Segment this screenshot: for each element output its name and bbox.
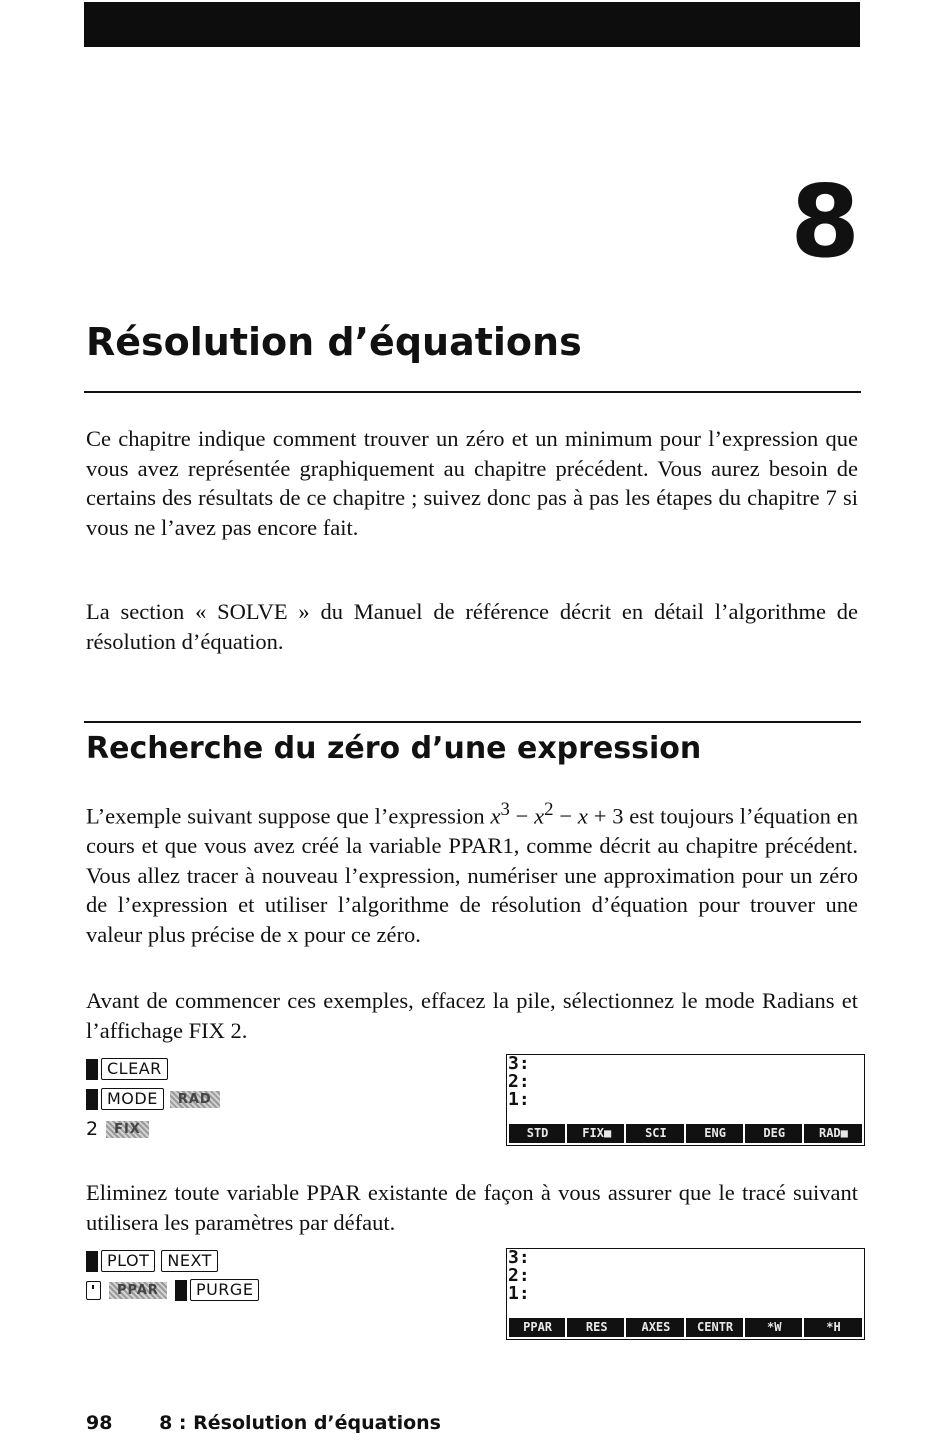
stack-level: 2: (508, 1265, 530, 1286)
keystroke-row (86, 1279, 265, 1301)
stack-level: 2: (508, 1071, 530, 1092)
quote-key-icon[interactable] (86, 1281, 101, 1300)
menu-deg[interactable]: DEG (747, 1124, 804, 1143)
shift-key-icon (86, 1251, 98, 1272)
stack-level: 1: (508, 1283, 530, 1304)
menu-zoom-h[interactable]: *H (806, 1318, 861, 1337)
expression-x: x (490, 803, 501, 829)
section-paragraph-1: L’exemple suivant suppose que l’expression $x^3 - x^2 - x + 3$ est toujours l’équation en cours et que vous avez créé la variable PPAR1, comme décrit au chapitre précédent. Vous allez tracer à nouveau l’expression, numériser une approximation pour un zéro de l’expression et utiliser l’algorithme de résolution d’équation pour trouver une valeur plus précise de x pour ce zéro. (86, 799, 858, 947)
section-paragraph-2: Avant de commencer ces exemples, effacez la pile, sélectionnez le mode Radians et l’affichage FIX 2. (86, 988, 858, 1043)
fix-softkey[interactable]: FIX (106, 1121, 149, 1138)
keystroke-row (86, 1058, 174, 1080)
keystroke-row (86, 1250, 224, 1272)
menu-fix[interactable]: FIX■ (569, 1124, 626, 1143)
digit-key[interactable]: 2 (86, 1118, 99, 1140)
mode-key[interactable]: MODE (101, 1088, 164, 1110)
menu-eng[interactable]: ENG (688, 1124, 745, 1143)
menu-bar (509, 1124, 862, 1143)
menu-std[interactable]: STD (510, 1124, 567, 1143)
section-title: Recherche du zéro d’une expression (86, 731, 702, 766)
ppar-softkey[interactable]: PPAR (109, 1282, 167, 1299)
title-rule (84, 391, 861, 393)
next-key[interactable]: NEXT (161, 1250, 218, 1272)
calculator-screen-2 (506, 1248, 865, 1340)
menu-ppar[interactable]: PPAR (510, 1318, 567, 1337)
page-number: 98 (86, 1412, 113, 1434)
menu-zoom-w[interactable]: *W (747, 1318, 804, 1337)
intro-paragraph-1: Ce chapitre indique comment trouver un zéro et un minimum pour l’expression que vous avez représentée graphiquement au chapitre précédent. Vous aurez besoin de certains des résultats de ce chapitre ; suivez donc pas à pas les étapes du chapitre 7 si vous ne l’avez pas encore fait. (86, 426, 858, 540)
shift-key-icon (175, 1280, 187, 1301)
plot-key[interactable]: PLOT (101, 1250, 155, 1272)
shift-key-icon (86, 1089, 98, 1110)
stack-display (508, 1055, 530, 1109)
stack-level: 3: (508, 1053, 530, 1074)
menu-sci[interactable]: SCI (628, 1124, 685, 1143)
stack-level: 1: (508, 1089, 530, 1110)
calculator-screen-1 (506, 1054, 865, 1146)
keystroke-row (86, 1118, 157, 1140)
intro-paragraph-2: La section « SOLVE » du Manuel de référence décrit en détail l’algorithme de résolution d’équation. (86, 599, 858, 654)
section-paragraph-3: Eliminez toute variable PPAR existante de façon à vous assurer que le tracé suivant utilisera les paramètres par défaut. (86, 1180, 858, 1235)
chapter-header-bar (84, 2, 860, 47)
chapter-title: Résolution d’équations (86, 320, 582, 364)
stack-display (508, 1249, 530, 1303)
menu-rad[interactable]: RAD■ (806, 1124, 861, 1143)
rad-softkey[interactable]: RAD (170, 1091, 220, 1108)
clear-key[interactable]: CLEAR (101, 1058, 168, 1080)
stack-level: 3: (508, 1247, 530, 1268)
menu-bar (509, 1318, 862, 1337)
shift-key-icon (86, 1059, 98, 1080)
menu-centr[interactable]: CENTR (688, 1318, 745, 1337)
keystroke-row (86, 1088, 228, 1110)
footer-chapter-title: 8 : Résolution d’équations (159, 1412, 441, 1434)
page-footer (86, 1412, 441, 1434)
purge-key[interactable]: PURGE (190, 1279, 259, 1301)
menu-res[interactable]: RES (569, 1318, 626, 1337)
chapter-number: 8 (790, 163, 860, 280)
menu-axes[interactable]: AXES (628, 1318, 685, 1337)
section-rule (84, 721, 861, 723)
